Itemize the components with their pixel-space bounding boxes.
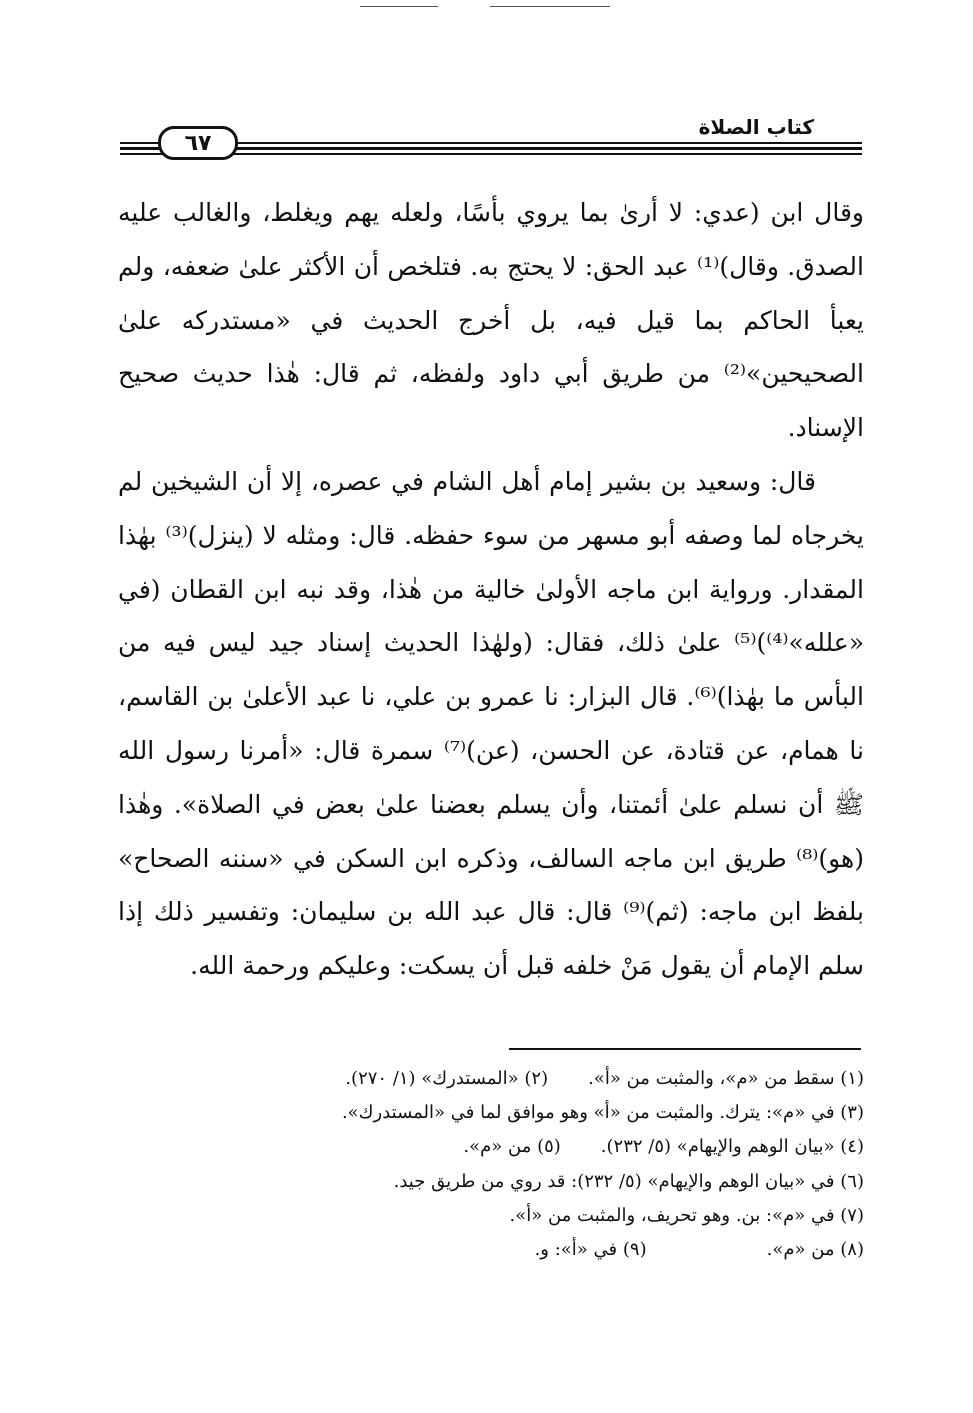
- book-title: كتاب الصلاة: [691, 112, 822, 142]
- paragraph-2: قال: وسعيد بن بشير إمام أهل الشام في عصره، إلا أن الشيخين لم يخرجاه لما وصفه أبو مسهر من سوء حفظه. قال: ومثله لا (ينزل)⁽³⁾ بهٰذا المقدار. ورواية ابن ماجه الأولىٰ خالية من هٰذا، وقد نبه ابن القطان (في «علله»⁽⁴⁾)⁽⁵⁾ علىٰ ذلك، فقال: (ولهٰذا الحديث إسناد جيد ليس فيه من البأس ما بهٰذا)⁽⁶⁾. قال البزار: نا عمرو بن علي، نا عبد الأعلىٰ بن القاسم، نا همام، عن قتادة، عن الحسن، (عن)⁽⁷⁾ سمرة قال: «أمرنا رسول الله ﷺ أن نسلم علىٰ أئمتنا، وأن يسلم بعضنا علىٰ بعض في الصلاة». وهٰذا (هو)⁽⁸⁾ طريق ابن ماجه السالف، وذكره ابن السكن في «سننه الصحاح» بلفظ ابن ماجه: (ثم)⁽⁹⁾ قال: قال عبد الله بن سليمان: وتفسير ذلك إذا سلم الإمام أن يقول مَنْ خلفه قبل أن يسكت: وعليكم ورحمة الله.: [118, 466, 865, 981]
- footnote-row: [118, 1165, 864, 1199]
- main-text: [118, 186, 864, 993]
- footnote-5: (٥) من «م».: [463, 1136, 561, 1158]
- footnote-row: [118, 1062, 864, 1096]
- footnote-6: (٦) في «بيان الوهم والإيهام» (٥/ ٢٣٢): قد روي من طريق جيد.: [393, 1170, 864, 1192]
- footnote-separator: [509, 1048, 861, 1050]
- footnote-8: (٨) من «م».: [766, 1239, 864, 1261]
- footnote-row: [118, 1096, 864, 1130]
- footnote-3: (٣) في «م»: يترك. والمثبت من «أ» وهو موافق لما في «المستدرك».: [341, 1102, 864, 1124]
- scan-mark-left: [360, 6, 438, 7]
- paragraph-1: وقال ابن (عدي: لا أرىٰ بما يروي بأسًا، ولعله يهم ويغلط، والغالب عليه الصدق. وقال)⁽¹⁾ عبد الحق: لا يحتج به. فتلخص أن الأكثر علىٰ ضعفه، ولم يعبأ الحاكم بما قيل فيه، بل أخرج الحديث في «مستدركه علىٰ الصحيحين»⁽²⁾ من طريق أبي داود ولفظه، ثم قال: هٰذا حديث صحيح الإسناد.: [118, 198, 864, 443]
- footnote-7: (٧) في «م»: بن. وهو تحريف، والمثبت من «أ».: [509, 1204, 864, 1226]
- scan-mark-right: [490, 6, 610, 7]
- footnote-9: (٩) في «أ»: و.: [534, 1239, 647, 1261]
- footnote-row: [118, 1233, 864, 1267]
- footnote-1: (١) سقط من «م»، والمثبت من «أ».: [588, 1068, 864, 1089]
- footnote-2: (٢) «المستدرك» (١/ ٢٧٠).: [345, 1068, 549, 1089]
- footnote-row: [118, 1199, 864, 1233]
- page-header: [120, 112, 862, 162]
- top-scan-marks: [0, 6, 973, 10]
- footnote-4: (٤) «بيان الوهم والإيهام» (٥/ ٢٣٢).: [600, 1136, 864, 1158]
- page-number: ٦٧: [158, 126, 238, 160]
- footnotes: [118, 1062, 864, 1267]
- footnote-row: [118, 1130, 864, 1164]
